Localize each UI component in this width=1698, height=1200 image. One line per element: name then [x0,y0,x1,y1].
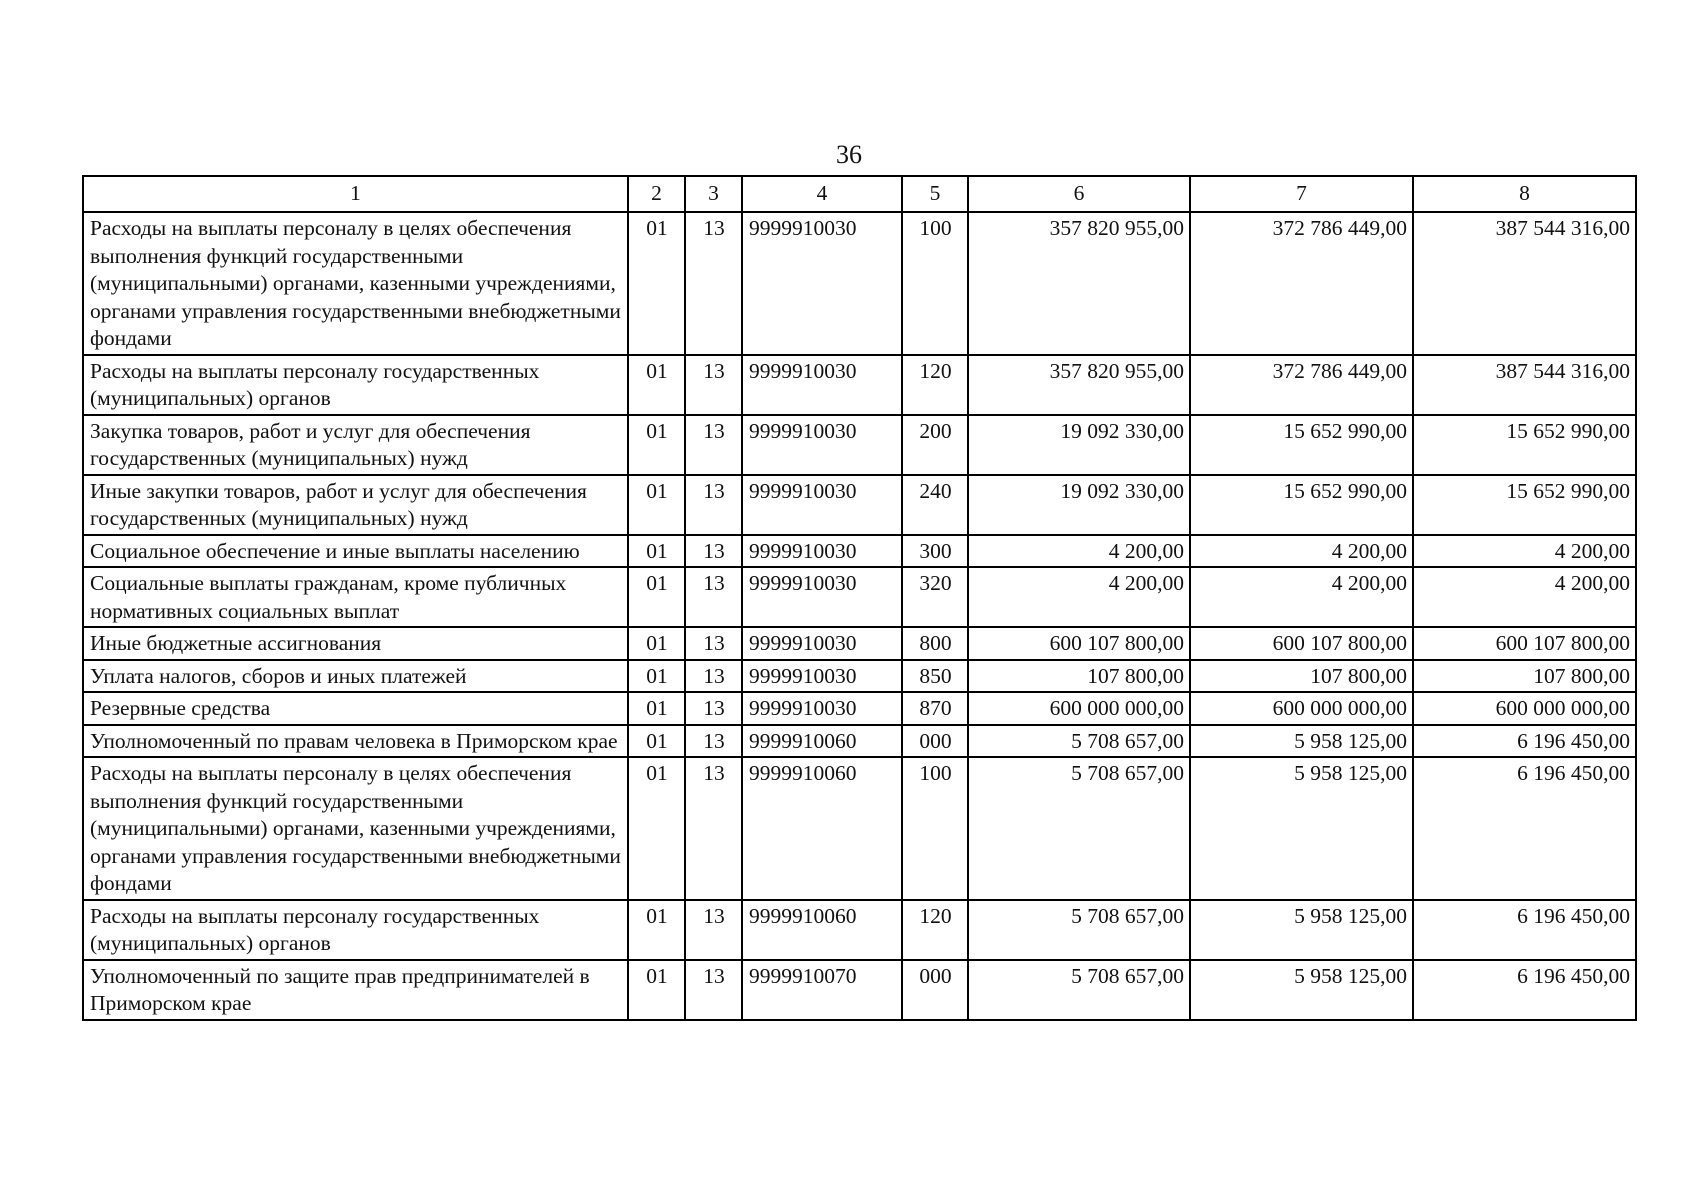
table-body [83,176,1636,1020]
column-number-row [83,176,1636,212]
column-number: 3 [685,176,742,212]
amount-col-8: 15 652 990,00 [1413,415,1636,475]
item-name: Социальное обеспечение и иные выплаты населению [83,535,628,568]
amount-col-8: 600 107 800,00 [1413,627,1636,660]
column-number: 8 [1413,176,1636,212]
amount-col-8: 15 652 990,00 [1413,475,1636,535]
table-row [83,627,1636,660]
amount-col-6: 19 092 330,00 [968,475,1190,535]
amount-col-7: 4 200,00 [1190,567,1413,627]
table-row [83,660,1636,693]
target-article-code: 9999910030 [742,567,902,627]
subsection-code: 13 [685,960,742,1020]
section-code: 01 [628,725,685,758]
expense-type-code: 240 [902,475,968,535]
amount-col-8: 387 544 316,00 [1413,212,1636,355]
target-article-code: 9999910030 [742,535,902,568]
amount-col-8: 600 000 000,00 [1413,692,1636,725]
expense-type-code: 100 [902,757,968,900]
amount-col-6: 107 800,00 [968,660,1190,693]
target-article-code: 9999910030 [742,355,902,415]
amount-col-7: 600 000 000,00 [1190,692,1413,725]
amount-col-6: 5 708 657,00 [968,725,1190,758]
expense-type-code: 000 [902,960,968,1020]
table-row [83,757,1636,900]
amount-col-6: 4 200,00 [968,535,1190,568]
table-row [83,567,1636,627]
table-row [83,900,1636,960]
subsection-code: 13 [685,660,742,693]
table-row [83,535,1636,568]
section-code: 01 [628,212,685,355]
item-name: Расходы на выплаты персоналу в целях обеспечения выполнения функций государственными (муниципальными) органами, казенными учреждениями, органами управления государственными внебюджетными фондами [83,212,628,355]
expense-type-code: 120 [902,900,968,960]
item-name: Резервные средства [83,692,628,725]
table-row [83,692,1636,725]
subsection-code: 13 [685,475,742,535]
amount-col-6: 4 200,00 [968,567,1190,627]
amount-col-6: 5 708 657,00 [968,960,1190,1020]
expense-type-code: 100 [902,212,968,355]
item-name: Расходы на выплаты персоналу в целях обеспечения выполнения функций государственными (муниципальными) органами, казенными учреждениями, органами управления государственными внебюджетными фондами [83,757,628,900]
amount-col-8: 6 196 450,00 [1413,725,1636,758]
item-name: Расходы на выплаты персоналу государственных (муниципальных) органов [83,900,628,960]
target-article-code: 9999910060 [742,725,902,758]
amount-col-8: 107 800,00 [1413,660,1636,693]
table-row [83,725,1636,758]
section-code: 01 [628,757,685,900]
table-row [83,475,1636,535]
amount-col-8: 4 200,00 [1413,567,1636,627]
target-article-code: 9999910030 [742,627,902,660]
amount-col-7: 5 958 125,00 [1190,960,1413,1020]
expense-type-code: 000 [902,725,968,758]
section-code: 01 [628,960,685,1020]
amount-col-8: 4 200,00 [1413,535,1636,568]
target-article-code: 9999910030 [742,415,902,475]
amount-col-7: 5 958 125,00 [1190,757,1413,900]
amount-col-7: 15 652 990,00 [1190,415,1413,475]
section-code: 01 [628,627,685,660]
amount-col-7: 5 958 125,00 [1190,900,1413,960]
subsection-code: 13 [685,725,742,758]
amount-col-7: 107 800,00 [1190,660,1413,693]
subsection-code: 13 [685,900,742,960]
section-code: 01 [628,567,685,627]
amount-col-7: 15 652 990,00 [1190,475,1413,535]
amount-col-6: 600 107 800,00 [968,627,1190,660]
amount-col-7: 5 958 125,00 [1190,725,1413,758]
expense-type-code: 300 [902,535,968,568]
target-article-code: 9999910030 [742,212,902,355]
subsection-code: 13 [685,757,742,900]
amount-col-8: 6 196 450,00 [1413,900,1636,960]
item-name: Закупка товаров, работ и услуг для обеспечения государственных (муниципальных) нужд [83,415,628,475]
item-name: Иные бюджетные ассигнования [83,627,628,660]
target-article-code: 9999910030 [742,692,902,725]
item-name: Уполномоченный по правам человека в Приморском крае [83,725,628,758]
amount-col-6: 5 708 657,00 [968,757,1190,900]
section-code: 01 [628,660,685,693]
item-name: Социальные выплаты гражданам, кроме публичных нормативных социальных выплат [83,567,628,627]
section-code: 01 [628,692,685,725]
expense-type-code: 870 [902,692,968,725]
column-number: 2 [628,176,685,212]
amount-col-6: 357 820 955,00 [968,212,1190,355]
column-number: 1 [83,176,628,212]
section-code: 01 [628,535,685,568]
amount-col-8: 387 544 316,00 [1413,355,1636,415]
target-article-code: 9999910060 [742,757,902,900]
amount-col-6: 5 708 657,00 [968,900,1190,960]
expense-type-code: 200 [902,415,968,475]
column-number: 5 [902,176,968,212]
amount-col-7: 372 786 449,00 [1190,355,1413,415]
page-number: 36 [836,140,862,169]
expense-type-code: 120 [902,355,968,415]
column-number: 4 [742,176,902,212]
amount-col-7: 4 200,00 [1190,535,1413,568]
target-article-code: 9999910030 [742,660,902,693]
item-name: Иные закупки товаров, работ и услуг для обеспечения государственных (муниципальных) нужд [83,475,628,535]
subsection-code: 13 [685,692,742,725]
subsection-code: 13 [685,212,742,355]
subsection-code: 13 [685,567,742,627]
section-code: 01 [628,900,685,960]
column-number: 7 [1190,176,1413,212]
budget-table [82,175,1637,1021]
subsection-code: 13 [685,535,742,568]
amount-col-6: 19 092 330,00 [968,415,1190,475]
subsection-code: 13 [685,355,742,415]
amount-col-8: 6 196 450,00 [1413,960,1636,1020]
amount-col-7: 600 107 800,00 [1190,627,1413,660]
subsection-code: 13 [685,415,742,475]
expense-type-code: 850 [902,660,968,693]
item-name: Уплата налогов, сборов и иных платежей [83,660,628,693]
item-name: Расходы на выплаты персоналу государственных (муниципальных) органов [83,355,628,415]
amount-col-7: 372 786 449,00 [1190,212,1413,355]
target-article-code: 9999910030 [742,475,902,535]
subsection-code: 13 [685,627,742,660]
section-code: 01 [628,355,685,415]
table-row [83,960,1636,1020]
section-code: 01 [628,415,685,475]
expense-type-code: 800 [902,627,968,660]
amount-col-8: 6 196 450,00 [1413,757,1636,900]
section-code: 01 [628,475,685,535]
target-article-code: 9999910070 [742,960,902,1020]
expense-type-code: 320 [902,567,968,627]
target-article-code: 9999910060 [742,900,902,960]
amount-col-6: 357 820 955,00 [968,355,1190,415]
table-row [83,415,1636,475]
column-number: 6 [968,176,1190,212]
amount-col-6: 600 000 000,00 [968,692,1190,725]
table-row [83,212,1636,355]
table-row [83,355,1636,415]
item-name: Уполномоченный по защите прав предпринимателей в Приморском крае [83,960,628,1020]
